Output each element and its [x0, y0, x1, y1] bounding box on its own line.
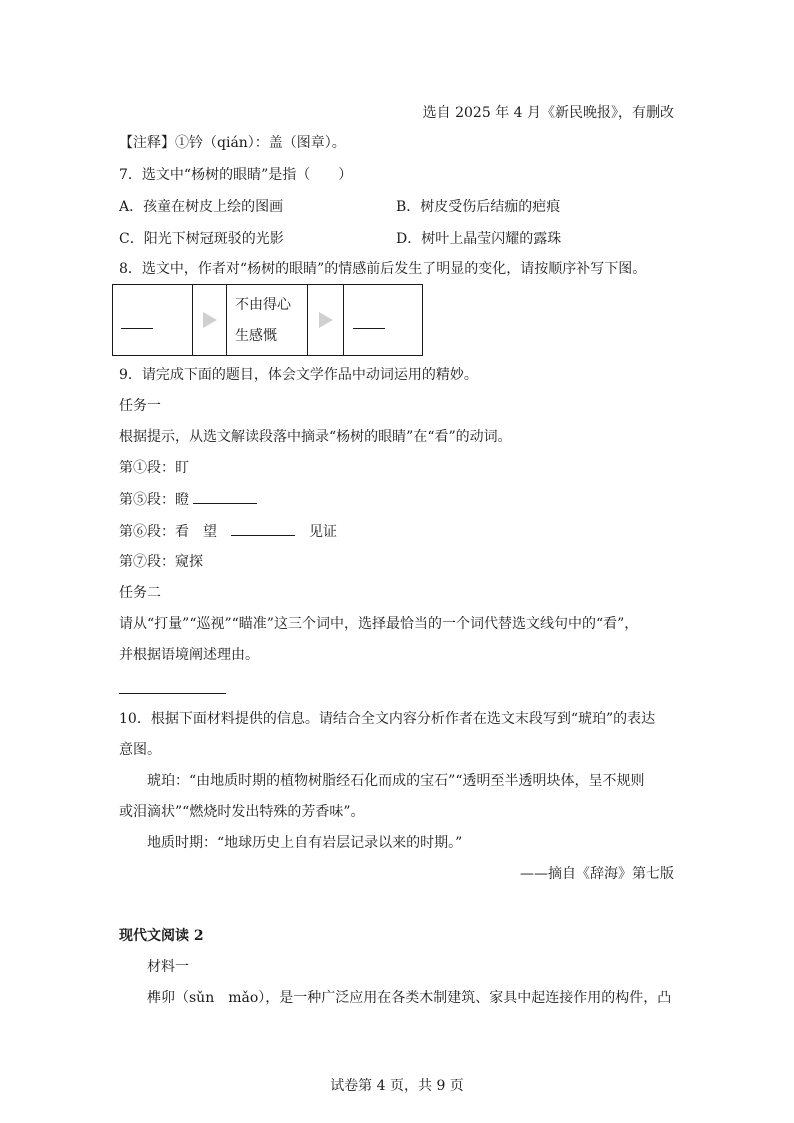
q10-stem-2: 意图。: [119, 742, 161, 758]
q7-option-c: C．阳光下树冠斑驳的光影: [119, 231, 284, 247]
page-footer: 试卷第 4 页，共 9 页: [330, 1078, 464, 1094]
para5-verb: 第⑤段：瞪: [119, 492, 189, 508]
q7-option-b: B．树皮受伤后结痂的疤痕: [396, 199, 561, 215]
source-line: 选自 2025 年 4 月《新民晚报》，有删改: [422, 105, 674, 121]
task2-line-1: 请从“打量”“巡视”“瞄准”这三个词中，选择最恰当的一个词代替选文线句中的“看”，: [119, 616, 639, 632]
q9-stem: 9．请完成下面的题目，体会文学作品中动词运用的精妙。: [119, 367, 478, 383]
arrow-right-icon: [319, 312, 333, 328]
para6-verb-witness: 见证: [309, 524, 337, 540]
answer-blank: [353, 328, 385, 329]
para6-verbs: 第⑥段：看 望: [119, 524, 217, 540]
annotation-note: 【注释】①钤（qián）：盖（图章）。: [119, 135, 346, 151]
answer-line: [119, 693, 226, 694]
flow-box-text-2: 生感慨: [235, 328, 277, 344]
q8-stem: 8．选文中，作者对“杨树的眼睛”的情感前后发生了明显的变化，请按顺序补写下图。: [119, 261, 647, 277]
q7-option-a: A．孩童在树皮上绘的图画: [119, 199, 284, 215]
flow-arrow-cell-2: [308, 285, 344, 355]
q7-option-d: D．树叶上晶莹闪耀的露珠: [396, 231, 562, 247]
answer-blank: [231, 521, 295, 536]
flow-box-3: [344, 285, 422, 355]
task1-title: 任务一: [119, 398, 161, 414]
task2-title: 任务二: [119, 585, 161, 601]
answer-blank: [121, 328, 153, 329]
amber-def-2: 或泪滴状”“燃烧时发出特殊的芳香味”。: [119, 804, 365, 820]
task1-prompt: 根据提示，从选文解读段落中摘录“杨树的眼睛”在“看”的动词。: [119, 429, 512, 445]
citation: ——摘自《辞海》第七版: [520, 866, 674, 882]
para1-verb: 第①段：盯: [119, 460, 189, 476]
q7-stem: 7．选文中“杨树的眼睛”是指（ ）: [119, 167, 353, 183]
answer-blank: [193, 489, 257, 504]
material-body-1: 榫卯（sǔn mǎo），是一种广泛应用在各类木制建筑、家具中起连接作用的构件，凸: [147, 990, 672, 1006]
material-title: 材料一: [147, 959, 189, 975]
para7-verb: 第⑦段：窥探: [119, 554, 203, 570]
flow-arrow-cell-1: [193, 285, 227, 355]
flow-box-1: [113, 285, 193, 355]
arrow-right-icon: [203, 312, 217, 328]
para6-row: [119, 521, 337, 542]
flow-box-text-1: 不由得心: [235, 297, 291, 313]
section-title: 现代文阅读 2: [119, 928, 204, 944]
flow-box-2: [227, 285, 308, 355]
q10-stem-1: 10．根据下面材料提供的信息。请结合全文内容分析作者在选文末段写到“琥珀”的表达: [119, 711, 656, 727]
task2-line-2: 并根据语境阐述理由。: [119, 647, 259, 663]
geo-period-def: 地质时期：“地球历史上自有岩层记录以来的时期。”: [147, 835, 463, 851]
para5-row: [119, 489, 257, 510]
q8-flow-diagram: [112, 284, 423, 356]
amber-def-1: 琥珀：“由地质时期的植物树脂经石化而成的宝石”“透明至半透明块体，呈不规则: [147, 773, 645, 789]
